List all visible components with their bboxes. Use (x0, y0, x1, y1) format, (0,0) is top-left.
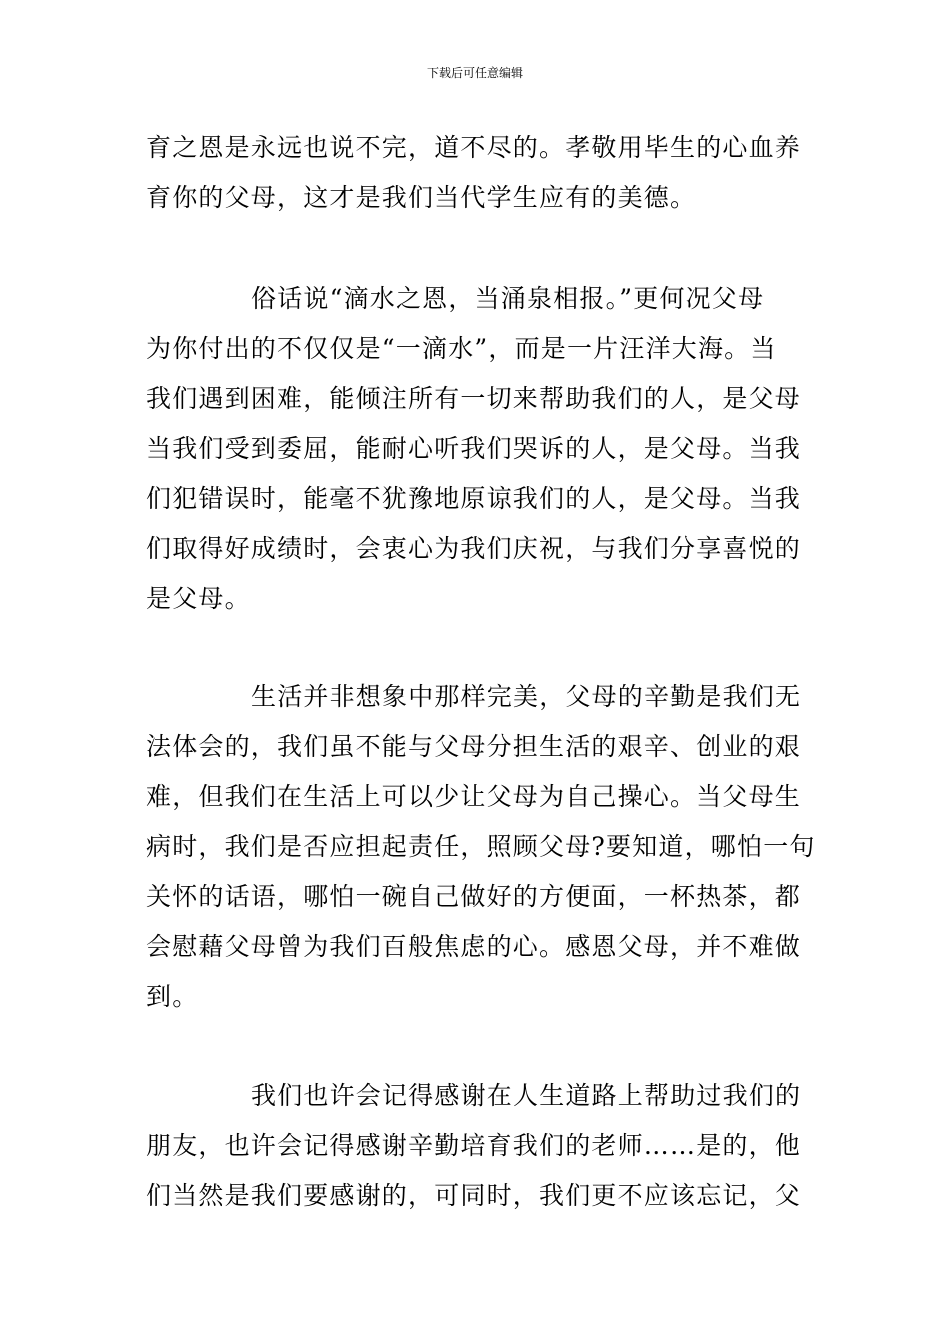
paragraph-first-line: 俗话说“滴水之恩，当涌泉相报。”更何况父母 (251, 284, 765, 313)
text-line: 关怀的话语，哪怕一碗自己做好的方便面，一杯热茶，都 (146, 882, 802, 911)
text-line: 我们遇到困难，能倾注所有一切来帮助我们的人，是父母 (146, 384, 802, 413)
paragraph-first-line: 我们也许会记得感谢在人生道路上帮助过我们的 (251, 1081, 802, 1110)
text-line: 到。 (146, 982, 199, 1011)
text-line: 病时，我们是否应担起责任，照顾父母?要知道，哪怕一句 (146, 832, 816, 861)
text-line: 是父母。 (146, 584, 251, 613)
text-line: 育之恩是永远也说不完，道不尽的。孝敬用毕生的心血养 (146, 133, 802, 162)
text-line: 朋友，也许会记得感谢辛勤培育我们的老师……是的，他 (146, 1131, 802, 1160)
text-line: 们犯错误时，能毫不犹豫地原谅我们的人，是父母。当我 (146, 484, 802, 513)
page-header: 下载后可任意编辑 (426, 66, 523, 80)
text-line: 育你的父母，这才是我们当代学生应有的美德。 (146, 183, 697, 212)
text-line: 会慰藉父母曾为我们百般焦虑的心。感恩父母，并不难做 (146, 932, 802, 961)
paragraph-first-line: 生活并非想象中那样完美，父母的辛勤是我们无 (251, 682, 802, 711)
text-line: 难，但我们在生活上可以少让父母为自己操心。当父母生 (146, 782, 802, 811)
text-line: 为你付出的不仅仅是“一滴水”，而是一片汪洋大海。当 (146, 334, 777, 363)
text-line: 法体会的，我们虽不能与父母分担生活的艰辛、创业的艰 (146, 732, 802, 761)
text-line: 当我们受到委屈，能耐心听我们哭诉的人，是父母。当我 (146, 434, 802, 463)
text-line: 们取得好成绩时，会衷心为我们庆祝，与我们分享喜悦的 (146, 534, 802, 563)
text-line: 们当然是我们要感谢的，可同时，我们更不应该忘记，父 (146, 1181, 802, 1210)
